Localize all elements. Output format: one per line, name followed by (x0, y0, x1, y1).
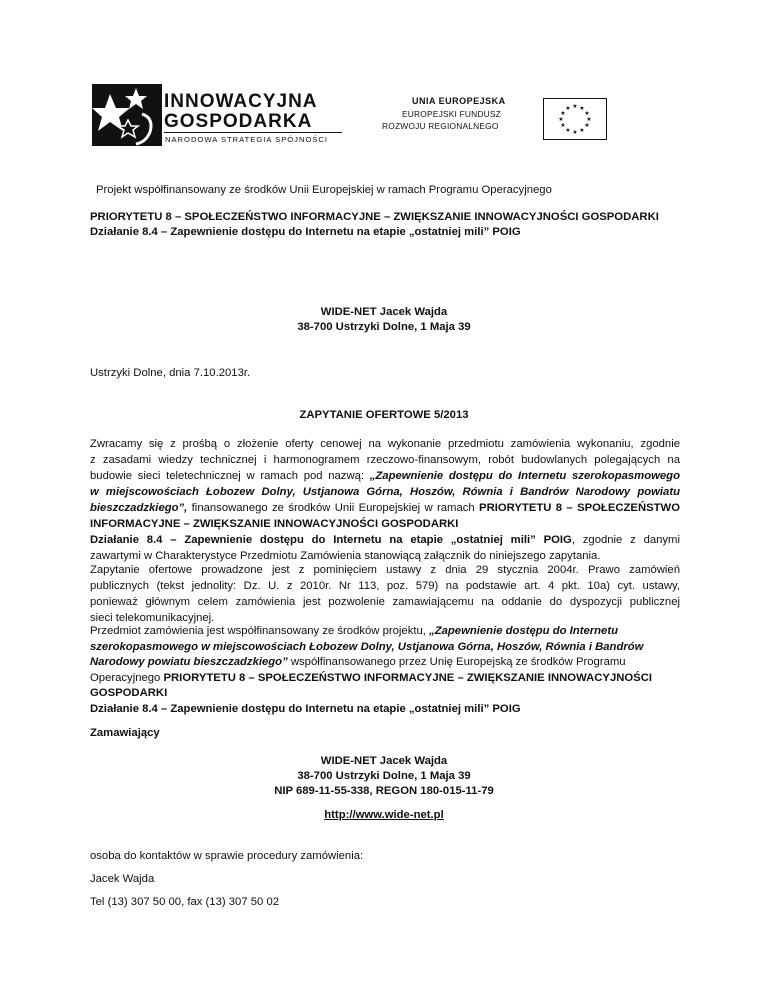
ordering-name: WIDE-NET Jacek Wajda (320, 755, 448, 767)
para2-line2: publicznych (tekst jednolity: Dz. U. z 2010r. Nr 113, poz. 579) na podstawie art. 4 pkt. 10a) cyt. ustawy, (90, 580, 680, 592)
svg-text:★: ★ (579, 127, 585, 134)
eu-flag-icon (543, 98, 607, 140)
eu-line3: ROZWOJU REGIONALNEGO (382, 121, 499, 131)
innowacyjna-gospodarka-logo (92, 84, 352, 150)
para2-line3: ponieważ głównym celem zamówienia jest pozwolenie zamawiającemu na oddanie do dyspozycji publicznej (90, 596, 680, 608)
svg-text:★: ★ (560, 122, 566, 129)
contact-label: osoba do kontaktów w sprawie procedury zamówienia: (90, 850, 364, 862)
para1-line2: z zasadami wiedzy technicznej i harmonogramem rzeczowo-finansowym, robót budowlanych polegających na (90, 454, 680, 466)
para3-line2: szerokopasmowego w miejscowościach Łobozew Dolny, Ustjanowa Górna, Hoszów, Równia i Bandrów (90, 640, 644, 653)
ordering-address: 38-700 Ustrzyki Dolne, 1 Maja 39 (297, 770, 471, 782)
para1-line8: zawartymi w Charakterystyce Przedmiotu Zamówienia stanowiącą załącznik do niniejszego zapytania. (90, 550, 601, 562)
svg-text:★: ★ (584, 122, 590, 129)
action-line: Działanie 8.4 – Zapewnienie dostępu do Internetu na etapie „ostatniej mili” POIG (90, 226, 521, 238)
para3-line3: Narodowy powiatu bieszczadzkiego” współfinansowanego przez Unię Europejską ze środków Programu (90, 656, 626, 668)
para3-line5: GOSPODARKI (90, 687, 168, 699)
document-title: ZAPYTANIE OFERTOWE 5/2013 (299, 409, 469, 421)
svg-text:★: ★ (565, 127, 571, 134)
para3-line6: Działanie 8.4 – Zapewnienie dostępu do Internetu na etapie „ostatniej mili” POIG (90, 702, 521, 715)
contact-person: Jacek Wajda (90, 873, 155, 885)
ig-title: INNOWACYJNA GOSPODARKA (164, 91, 318, 132)
ordering-label: Zamawiający (90, 727, 160, 739)
para1-line3: budowie sieci teletechnicznej w ramach pod nazwą: „Zapewnienie dostępu do Internetu szerokopasmowego (90, 470, 680, 482)
svg-text:★: ★ (579, 105, 585, 112)
svg-text:★: ★ (586, 116, 592, 123)
svg-text:★: ★ (560, 110, 566, 117)
para1-line5: bieszczadzkiego”, finansowanego ze środków Unii Europejskiej w ramach PRIORYTETU 8 – SPOŁECZEŃSTWO (90, 502, 680, 514)
svg-text:★: ★ (558, 116, 564, 123)
contact-phone: Tel (13) 307 50 00, fax (13) 307 50 02 (90, 896, 280, 908)
paragraph-2 (90, 562, 680, 626)
para2-line4: sieci telekomunikacyjnej. (90, 612, 215, 624)
svg-text:★: ★ (572, 129, 578, 136)
paragraph-1 (90, 436, 680, 564)
svg-text:★: ★ (565, 105, 571, 112)
ig-star-logo-icon (92, 84, 162, 146)
para1-line6: INFORMACYJNE – ZWIĘKSZANIE INNOWACYJNOŚCI GOSPODARKI (90, 518, 459, 530)
para1-line1: Zwracamy się z prośbą o złożenie oferty cenowej na wykonanie przedmiotu zamówienia wykonaniu, zgodnie (90, 438, 680, 450)
company-address: 38-700 Ustrzyki Dolne, 1 Maja 39 (297, 321, 471, 333)
para3-line4: Operacyjnego PRIORYTETU 8 – SPOŁECZEŃSTWO INFORMACYJNE – ZWIĘKSZANIE INNOWACYJNOŚCI (90, 671, 653, 684)
svg-text:★: ★ (584, 110, 590, 117)
company-name: WIDE-NET Jacek Wajda (320, 306, 448, 318)
place-date: Ustrzyki Dolne, dnia 7.10.2013r. (90, 367, 251, 379)
eu-stars-icon (544, 99, 606, 139)
priority-line: PRIORYTETU 8 – SPOŁECZEŃSTWO INFORMACYJNE – ZWIĘKSZANIE INNOWACYJNOŚCI GOSPODARKI (90, 211, 659, 223)
eu-line2: EUROPEJSKI FUNDUSZ (402, 109, 501, 119)
ig-subtitle: NARODOWA STRATEGIA SPÓJNOŚCI (165, 135, 329, 144)
ordering-ids: NIP 689-11-55-338, REGON 180-015-11-79 (274, 785, 494, 797)
para3-line1: Przedmiot zamówienia jest współfinansowany ze środków projektu, „Zapewnienie dostępu do Internetu (90, 625, 618, 637)
company-website-link[interactable]: http://www.wide-net.pl (324, 809, 444, 821)
ig-divider (164, 132, 342, 133)
ordering-url-wrap (90, 808, 678, 822)
cofinance-note: Projekt współfinansowany ze środków Unii Europejskiej w ramach Programu Operacyjnego (96, 184, 552, 196)
svg-text:★: ★ (572, 103, 578, 110)
para1-line7: Działanie 8.4 – Zapewnienie dostępu do Internetu na etapie „ostatniej mili” POIG, zgodnie z danymi (90, 534, 680, 546)
para1-line4: w miejscowościach Łobozew Dolny, Ustjanowa Górna, Hoszów, Równia i Bandrów Narodowy powiatu (90, 486, 680, 498)
paragraph-3 (90, 624, 680, 717)
para2-line1: Zapytanie ofertowe prowadzone jest z pominięciem ustawy z dnia 29 stycznia 2004r. Prawo zamówień (90, 564, 680, 576)
eu-title: UNIA EUROPEJSKA (412, 96, 506, 106)
